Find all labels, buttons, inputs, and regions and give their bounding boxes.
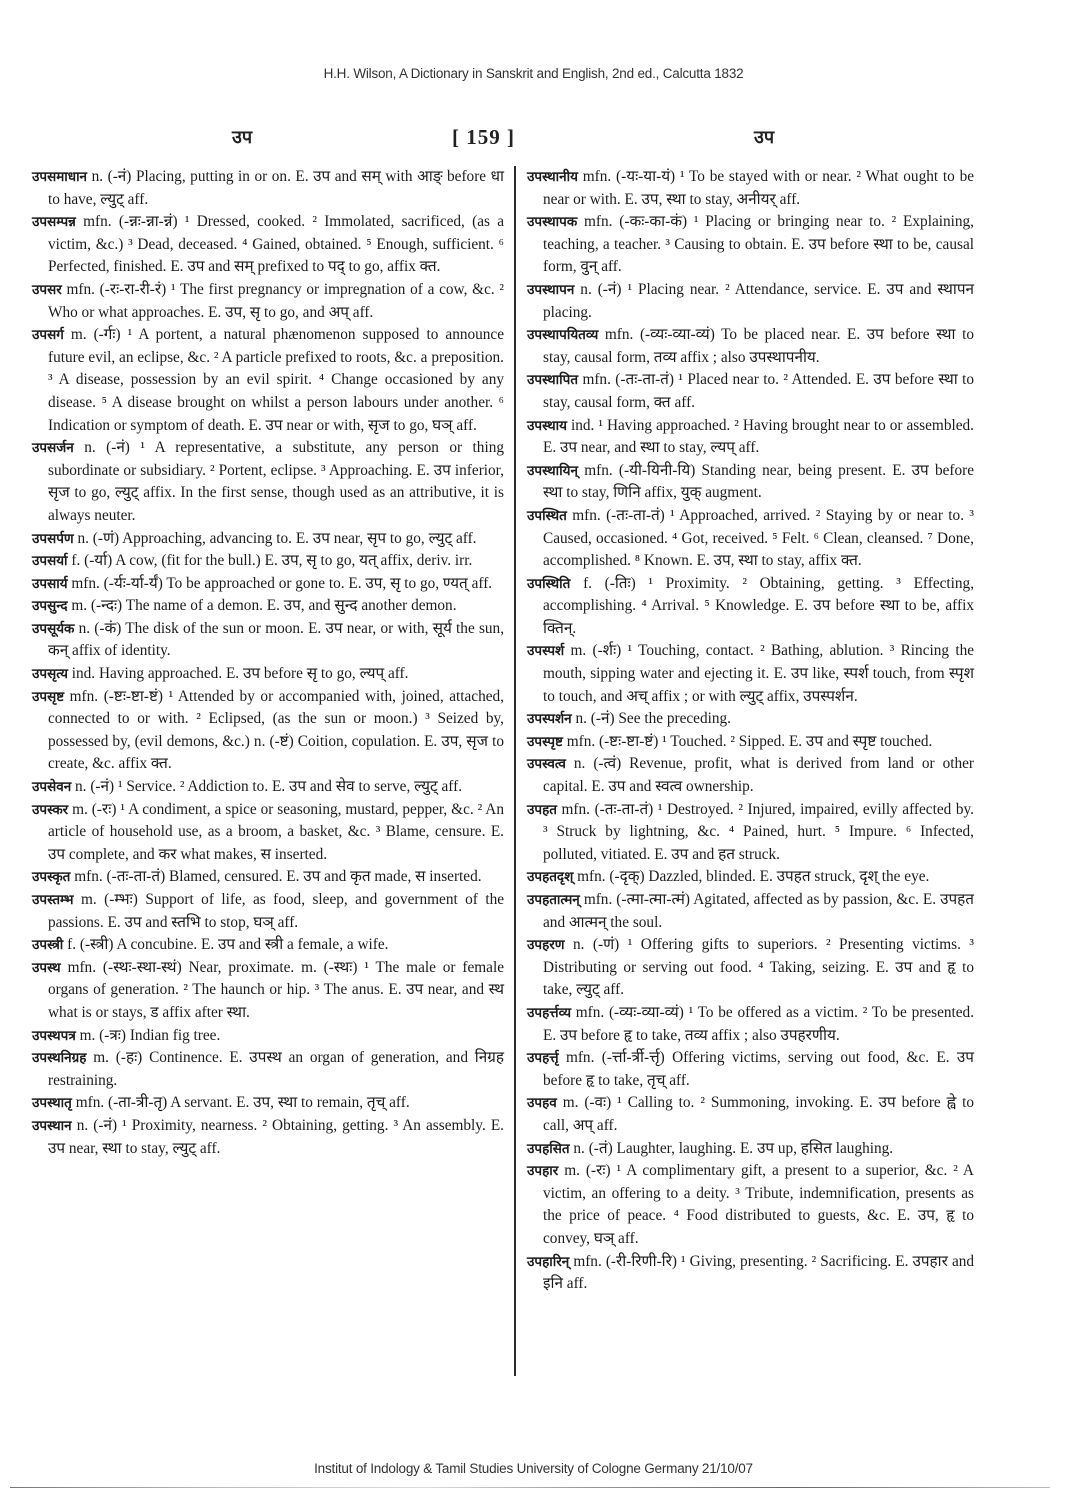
entry-headword: उपस्त्री [32, 937, 64, 954]
dictionary-entry [527, 640, 974, 708]
entry-headword: उपसर्ग [32, 327, 64, 344]
entry-headword: उपसुन्द [32, 598, 68, 615]
entry-grammar: n. (-नं) [84, 439, 130, 457]
entry-grammar: m. (-वः) [562, 1094, 612, 1112]
entry-definition: ¹ To be offered as a victim. ² To be presented. E. उप before हृ to take, तव्य affix ; also उपहरणीय. [543, 1003, 975, 1044]
entry-definition: The name of a demon. E. उप, and सुन्द another demon. [125, 597, 457, 615]
dictionary-entry [32, 595, 504, 618]
entry-definition: A concubine. E. उप and स्त्री a female, a wife. [116, 936, 389, 954]
entry-headword: उपसर्जन [32, 440, 74, 457]
dictionary-entry [32, 528, 504, 551]
dictionary-entry [527, 708, 974, 731]
dictionary-entry [527, 324, 974, 369]
entry-grammar: n. (-तं) [573, 1139, 613, 1157]
entry-headword: उपहर्त्तृ [527, 1050, 559, 1067]
dictionary-entry [527, 1138, 974, 1161]
entry-grammar: ind. [571, 416, 595, 434]
entry-definition: ¹ Approached, arrived. ² Staying by or near to. ³ Caused, occasioned. ⁴ Got, received. ⁵ Felt. ⁶ Clean, cleansed. ⁷ Done, accomplished. ⁸ Known. E. उप, स्था to stay, affix क्त. [543, 506, 974, 570]
dictionary-entry [32, 686, 504, 776]
dictionary-entry [527, 799, 974, 867]
entry-headword: उपस्थान [32, 1117, 72, 1134]
entry-definition: ¹ A portent, a natural phænomenon supposed to announce future evil, an eclipse, &c. ² A particle prefixed to roots, &c. a preposition. ³ A disease, possession by an evil spirit. ⁴ Change occasioned by any disease. ⁵ A disease brought on whilst a person labours under another. ⁶ Indication or symptom of death. E. उप near or with, सृज to go, घञ् aff. [48, 326, 505, 434]
entry-headword: उपस्वत्व [527, 756, 566, 773]
dictionary-entry [527, 753, 974, 798]
entry-definition: ¹ Destroyed. ² Injured, impaired, evilly affected by. ³ Struck by lightning, &c. ⁴ Pained, hurt. ⁵ Impure. ⁶ Infected, polluted, vitiated. E. उप and हत struck. [543, 800, 974, 863]
entry-grammar: n. (-कं) [78, 619, 122, 637]
dictionary-entry [527, 166, 974, 211]
entry-grammar: mfn. (-तः-ता-तं) [561, 800, 654, 818]
entry-grammar: n. (-नं) [75, 778, 115, 796]
entry-definition: ¹ Placed near to. ² Attended. E. उप before स्था to stay, causal form, क्त aff. [543, 371, 974, 411]
entry-headword: उपसेवन [32, 779, 72, 796]
entry-definition: To be placed near. E. उप before स्था to stay, causal form, तव्य affix ; also उपस्थापनीय. [543, 326, 974, 366]
entry-headword: उपस्पर्श [527, 643, 565, 660]
entry-headword: उपस्थायिन् [527, 462, 578, 479]
entry-headword: उपहर्त्तव्य [527, 1004, 572, 1021]
scan-edge-line [10, 1487, 1050, 1488]
footer-caption: Institut of Indology & Tamil Studies University of Cologne Germany 21/10/07 [314, 1461, 753, 1476]
entry-headword: उपस्कृत [32, 869, 71, 886]
dictionary-entry [32, 166, 504, 211]
entry-grammar: f. (-स्त्री) [67, 936, 114, 954]
entry-headword: उपस्थाय [527, 417, 568, 434]
dictionary-entry [32, 550, 504, 573]
dictionary-entry [32, 573, 504, 596]
dictionary-entry [527, 460, 974, 505]
dictionary-entry [32, 799, 504, 867]
entry-grammar: f. (-तिः) [583, 574, 636, 592]
dictionary-entry [527, 866, 974, 889]
dictionary-entry [32, 776, 504, 799]
entry-grammar: n. (-नं) [91, 168, 132, 185]
entry-headword: उपस्कर [32, 801, 69, 818]
column-divider [514, 166, 516, 1376]
entry-headword: उपसर्या [32, 553, 68, 570]
dictionary-entry [32, 1047, 504, 1092]
dictionary-entry [32, 279, 504, 324]
dictionary-entry [32, 663, 504, 686]
entry-definition: Standing near, being present. E. उप before स्था to stay, णिनि affix, युक् augment. [543, 461, 975, 502]
entry-definition: ¹ A representative, a substitute, any person or thing subordinate or subsidiary. ² Portent, eclipse. ³ Approaching. E. उप inferior, सृज to go, ल्युट् affix. In the first sense, though used as an attributive, it is always neuter. [48, 439, 505, 524]
entry-grammar: m. (-म्भः) [81, 891, 138, 908]
entry-headword: उपहसित [527, 1140, 570, 1157]
entry-grammar: n. (-णं) [77, 529, 120, 547]
dictionary-entry [32, 889, 504, 934]
dictionary-entry [32, 957, 504, 1025]
entry-headword: उपस्तम्भ [32, 892, 74, 908]
entry-definition: To be approached or gone to. E. उप, सृ to go, ण्यत् aff. [166, 574, 493, 592]
entry-definition: ¹ Placing or bringing near to. ² Explaining, teaching, a teacher. ³ Causing to obtain. E. उप before स्था to be, causal form, वुन् aff. [543, 213, 975, 276]
entry-definition: ¹ A complimentary gift, a present to a superior, &c. ² A victim, an offering to a deity. ³ Tribute, indemnification, presents as the price of peace. ⁴ Food distributed to guests, &c. E. उप, हृ to convey, घञ् aff. [543, 1162, 974, 1247]
entry-definition: ¹ Offering gifts to superiors. ² Presenting victims. ³ Distributing or serving out food. ⁴ Taking, seizing. E. उप and हृ to take, ल्युट् aff. [543, 936, 975, 999]
entry-grammar: mfn. (-न्नः-न्ना-न्नं) [83, 213, 178, 231]
entry-headword: उपसर्पण [32, 530, 74, 547]
entry-grammar: mfn. (-स्थः-स्था-स्थं) [67, 958, 182, 976]
entry-definition: Dazzled, blinded. E. उपहत struck, दृश् the eye. [648, 868, 930, 886]
entry-headword: उपसृत्य [32, 666, 68, 683]
entry-headword: उपस्थापन [527, 281, 575, 298]
entry-grammar: n. (-णं) [573, 936, 620, 954]
source-caption: H.H. Wilson, A Dictionary in Sanskrit and English, 2nd ed., Calcutta 1832 [323, 66, 744, 81]
entry-definition: ¹ Proximity. ² Obtaining, getting. ³ Effecting, accomplishing. ⁴ Arrival. ⁵ Knowledge. E. उप before स्था to be, affix क्तिन्. [543, 574, 975, 637]
left-column [32, 166, 504, 1160]
entry-grammar: mfn. (-दृक्) [577, 868, 645, 886]
entry-headword: उपसृष्ट [32, 688, 65, 705]
dictionary-entry [527, 415, 974, 460]
entry-definition: ¹ Giving, presenting. ² Sacrificing. E. उपहार and इनि aff. [543, 1252, 975, 1293]
entry-grammar: n. (-त्वं) [573, 755, 622, 773]
entry-headword: उपस्थ [32, 959, 61, 976]
entry-headword: उपहरण [527, 937, 565, 954]
dictionary-entry [527, 505, 974, 573]
entry-definition: Having approached. E. उप before सृ to go, ल्यप् aff. [98, 665, 409, 683]
entry-grammar: n. (-नं) [76, 1116, 118, 1134]
entry-headword: उपसूर्यक [32, 620, 75, 637]
entry-definition: ¹ Attended by or accompanied with, joined, attached, connected to or with. ² Eclipsed, (as the sun or moon.) ³ Seized by, possessed by, (evil demons, &c.) n. (-ष्टं) Coition, copulation. E. उप, सृज to create, &c. affix क्त. [48, 687, 504, 773]
dictionary-entry [527, 573, 974, 641]
entry-grammar: mfn. (-तः-ता-तं) [74, 868, 166, 886]
entry-definition: A cow, (fit for the bull.) E. उप, सृ to go, यत् affix, deriv. irr. [115, 552, 473, 570]
entry-grammar: mfn. (-कः-का-कं) [584, 213, 688, 231]
entry-grammar: mfn. (-व्यः-व्या-व्यं) [604, 326, 715, 344]
entry-grammar: m. (-रः) [72, 800, 117, 818]
entry-headword: उपसर [32, 281, 62, 298]
entry-headword: उपहतदृश् [527, 869, 574, 886]
entry-grammar: mfn. (-रः-रा-री-रं) [66, 280, 167, 298]
entry-grammar: mfn. (-री-रिणी-रि) [573, 1252, 677, 1270]
entry-definition: Approaching, advancing to. E. उप near, सृप to go, ल्युट् aff. [122, 529, 477, 547]
dictionary-entry [32, 1115, 504, 1160]
dictionary-entry [32, 618, 504, 663]
dictionary-entry [32, 437, 504, 527]
entry-headword: उपहार [527, 1163, 559, 1180]
entry-headword: उपस्थापित [527, 372, 579, 389]
dictionary-entry [527, 1092, 974, 1137]
entry-definition: ¹ Touched. ² Sipped. E. उप and स्पृष्ट touched. [662, 732, 933, 750]
dictionary-entry [527, 731, 974, 754]
entry-grammar: f. (-र्या) [71, 552, 113, 570]
entry-grammar: m. (-र्गः) [70, 326, 121, 344]
entry-headword: उपस्थनिग्रह [32, 1050, 87, 1067]
entry-grammar: mfn. (-व्यः-व्या-व्यं) [575, 1003, 684, 1021]
dictionary-entry [527, 889, 974, 934]
entry-definition: Near, proximate. m. (-स्थः) ¹ The male or female organs of generation. ² The haunch or hip. ³ The anus. E. उप near, and स्थ what is or stays, ड affix after स्था. [48, 958, 504, 1021]
entry-grammar: n. (-नं) [575, 710, 615, 728]
entry-grammar: mfn. (-त्मा-त्मा-त्मं) [583, 891, 691, 908]
dictionary-entry [527, 1160, 974, 1250]
entry-definition: ¹ Touching, contact. ² Bathing, ablution. ³ Rincing the mouth, sipping water and ejecting it. E. उप like, स्पर्श touch, from स्पृश to touch, and अच् affix ; or with ल्युट् affix, उपस्पर्शन. [543, 642, 975, 705]
entry-definition: Offering victims, serving out food, &c. E. उप before हृ to take, तृच् aff. [543, 1049, 974, 1089]
entry-definition: See the preceding. [618, 710, 731, 728]
entry-headword: उपस्थित [527, 507, 567, 524]
entry-grammar: mfn. (-र्यः-र्या-र्यं) [71, 574, 163, 592]
entry-headword: उपस्थातृ [32, 1095, 72, 1112]
entry-definition: A servant. E. उप, स्था to remain, तृच् aff. [170, 1094, 410, 1112]
entry-headword: उपसार्य [32, 575, 68, 592]
entry-definition: ¹ The first pregnancy or impregnation of a cow, &c. ² Who or what approaches. E. उप, सृ to go, and अप् aff. [48, 280, 504, 321]
dictionary-entry [32, 324, 504, 437]
entry-definition: ¹ Proximity, nearness. ² Obtaining, getting. ³ An assembly. E. उप near, स्था to stay, ल्युट् aff. [48, 1116, 504, 1157]
entry-grammar: mfn. (-तः-ता-तं) [582, 371, 674, 389]
entry-definition: ¹ Dressed, cooked. ² Immolated, sacrificed, (as a victim, &c.) ³ Dead, deceased. ⁴ Gained, obtained. ⁵ Enough, sufficient. ⁶ Perfected, finished. E. उप and सम् prefixed to पद् to go, affix क्त. [48, 213, 505, 276]
entry-grammar: m. (-त्रः) [79, 1026, 126, 1044]
dictionary-entry [527, 369, 974, 414]
dictionary-entry [32, 866, 504, 889]
entry-headword: उपस्थिति [527, 575, 571, 592]
entry-grammar: ind. [71, 665, 96, 683]
dictionary-entry [32, 1025, 504, 1048]
entry-headword: उपस्पर्शन [527, 711, 572, 728]
entry-grammar: m. (-रः) [564, 1162, 611, 1180]
entry-definition: Placing, putting in or on. E. उप and सम् with आङ् before धा to have, ल्युट् aff. [48, 168, 504, 208]
dictionary-entry [527, 1251, 974, 1296]
right-column [527, 166, 974, 1296]
dictionary-entry [32, 211, 504, 279]
entry-definition: Revenue, profit, what is derived from land or other capital. E. उप and स्वत्व ownership. [543, 755, 975, 796]
entry-grammar: mfn. (-ष्टः-ष्टा-ष्टं) [69, 687, 164, 705]
entry-definition: ¹ Service. ² Addiction to. E. उप and सेव to serve, ल्युट् aff. [117, 778, 463, 796]
entry-grammar: mfn. (-यी-यिनी-यि) [584, 461, 696, 479]
entry-headword: उपसमाधान [32, 169, 88, 185]
entry-headword: उपस्थापयितव्य [527, 327, 599, 344]
entry-definition: Agitated, affected as by passion, &c. E. उपहत and आत्मन् the soul. [543, 891, 975, 931]
entry-grammar: m. (-न्दः) [71, 597, 123, 615]
entry-grammar: m. (-हः) [93, 1049, 143, 1067]
dictionary-entry [527, 1047, 974, 1092]
dictionary-entry [32, 934, 504, 957]
entry-headword: उपस्थापक [527, 214, 578, 231]
entry-definition: The disk of the sun or moon. E. उप near, or with, सूर्य the sun, कन् affix of identity. [48, 619, 505, 660]
entry-definition: ¹ Calling to. ² Summoning, invoking. E. उप before ह्वे to call, अप् aff. [543, 1094, 974, 1134]
entry-headword: उपहतात्मन् [527, 892, 580, 908]
entry-definition: Continence. E. उपस्थ an organ of generation, and निग्रह restraining. [48, 1049, 504, 1089]
page-number: [ 159 ] [452, 125, 515, 149]
entry-grammar: mfn. (-ष्टः-ष्टा-ष्टं) [566, 732, 659, 750]
entry-headword: उपस्पृष्ट [527, 733, 563, 750]
entry-grammar: n. (-नं) [580, 280, 622, 298]
entry-grammar: mfn. (-ता-त्री-तृ) [75, 1094, 168, 1112]
entry-grammar: mfn. (-तः-ता-तं) [572, 506, 665, 524]
dictionary-entry [527, 279, 974, 324]
entry-grammar: m. (-र्शः) [570, 642, 622, 660]
entry-grammar: mfn. (-यः-या-यं) [582, 168, 676, 185]
dictionary-entry [527, 934, 974, 1002]
entry-headword: उपहारिन् [527, 1253, 570, 1270]
entry-definition: Support of life, as food, sleep, and government of the passions. E. उप and स्तभि to stop, घञ् aff. [48, 891, 505, 931]
entry-definition: ¹ Placing near. ² Attendance, service. E. उप and स्थापन placing. [543, 280, 974, 321]
entry-headword: उपसम्पन्न [32, 214, 76, 231]
dictionary-entry [32, 1092, 504, 1115]
entry-definition: ¹ Having approached. ² Having brought near to or assembled. E. उप near, and स्था to stay, ल्यप् aff. [543, 416, 974, 457]
dictionary-entry [527, 211, 974, 279]
entry-headword: उपहत [527, 801, 557, 818]
entry-headword: उपस्थपत्र [32, 1027, 76, 1044]
running-head-right: उप [754, 127, 775, 148]
entry-headword: उपहव [527, 1095, 557, 1112]
entry-definition: Indian fig tree. [129, 1026, 221, 1044]
entry-definition: ¹ To be stayed with or near. ² What ought to be near or with. E. उप, स्था to stay, अनीयर् aff. [543, 168, 975, 208]
entry-definition: Laughter, laughing. E. उप up, हसित laughing. [616, 1139, 894, 1157]
entry-grammar: mfn. (-र्त्ता-र्त्री-र्त्तृ) [565, 1049, 665, 1067]
entry-definition: Blamed, censured. E. उप and कृत made, स inserted. [169, 868, 482, 886]
running-head-left: उप [232, 127, 253, 148]
dictionary-entry [527, 1002, 974, 1047]
entry-headword: उपस्थानीय [527, 169, 578, 185]
entry-definition: ¹ A condiment, a spice or seasoning, mustard, pepper, &c. ² An article of household use, as a broom, a basket, &c. ³ Blame, censure. E. उप complete, and कर what makes, स inserted. [48, 800, 504, 863]
